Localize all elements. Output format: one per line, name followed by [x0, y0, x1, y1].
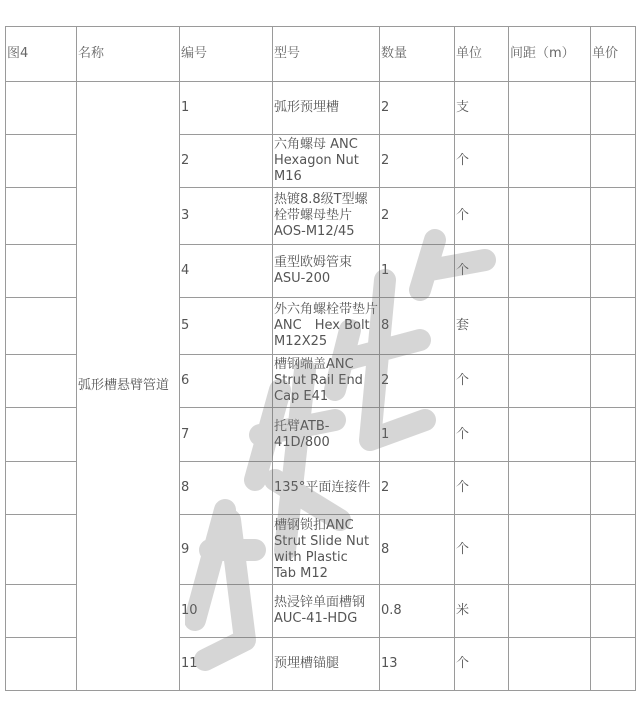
item-number-cell: 2: [180, 135, 273, 188]
group-name-cell: 弧形槽悬臂管道: [77, 82, 180, 691]
quantity-cell: 2: [380, 462, 455, 515]
model-cell: 托臂ATB-41D/800: [273, 408, 380, 462]
spacing-cell: [509, 515, 591, 585]
spacing-cell: [509, 585, 591, 638]
item-number-cell: 10: [180, 585, 273, 638]
spacing-cell: [509, 188, 591, 245]
model-cell: 弧形预埋槽: [273, 82, 380, 135]
spacing-cell: [509, 638, 591, 691]
header-cell: 型号: [273, 27, 380, 82]
figure-cell: [6, 298, 77, 355]
unit-price-cell: [591, 188, 636, 245]
spacing-cell: [509, 82, 591, 135]
unit-price-cell: [591, 82, 636, 135]
unit-price-cell: [591, 585, 636, 638]
spacing-cell: [509, 135, 591, 188]
unit-cell: 个: [455, 355, 509, 408]
item-number-cell: 8: [180, 462, 273, 515]
figure-cell: [6, 355, 77, 408]
parts-table-wrapper: [5, 26, 636, 691]
unit-price-cell: [591, 298, 636, 355]
unit-price-cell: [591, 515, 636, 585]
unit-price-cell: [591, 135, 636, 188]
item-number-cell: 9: [180, 515, 273, 585]
figure-cell: [6, 638, 77, 691]
unit-cell: 套: [455, 298, 509, 355]
model-cell: 热镀8.8级T型螺栓带螺母垫片AOS-M12/45: [273, 188, 380, 245]
unit-price-cell: [591, 462, 636, 515]
unit-cell: 个: [455, 408, 509, 462]
unit-cell: 米: [455, 585, 509, 638]
unit-price-cell: [591, 245, 636, 298]
unit-price-cell: [591, 408, 636, 462]
quantity-cell: 1: [380, 245, 455, 298]
item-number-cell: 3: [180, 188, 273, 245]
table-row: [6, 82, 636, 135]
unit-cell: 个: [455, 188, 509, 245]
figure-cell: [6, 135, 77, 188]
unit-cell: 个: [455, 245, 509, 298]
header-cell: 图4: [6, 27, 77, 82]
quantity-cell: 1: [380, 408, 455, 462]
unit-price-cell: [591, 355, 636, 408]
spacing-cell: [509, 298, 591, 355]
header-cell: 间距（m）: [509, 27, 591, 82]
quantity-cell: 2: [380, 355, 455, 408]
model-cell: 预埋槽锚腿: [273, 638, 380, 691]
parts-table: [5, 26, 636, 691]
model-cell: 135°平面连接件: [273, 462, 380, 515]
model-cell: 槽钢锁扣ANC Strut Slide Nut with Plastic Tab M12: [273, 515, 380, 585]
figure-cell: [6, 408, 77, 462]
parts-table-body: [6, 27, 636, 691]
model-cell: 热浸锌单面槽钢AUC-41-HDG: [273, 585, 380, 638]
unit-cell: 个: [455, 638, 509, 691]
figure-cell: [6, 82, 77, 135]
spacing-cell: [509, 245, 591, 298]
figure-cell: [6, 462, 77, 515]
quantity-cell: 2: [380, 188, 455, 245]
figure-cell: [6, 585, 77, 638]
header-row: [6, 27, 636, 82]
spacing-cell: [509, 408, 591, 462]
unit-cell: 支: [455, 82, 509, 135]
header-cell: 单位: [455, 27, 509, 82]
quantity-cell: 0.8: [380, 585, 455, 638]
item-number-cell: 1: [180, 82, 273, 135]
header-cell: 编号: [180, 27, 273, 82]
header-cell: 名称: [77, 27, 180, 82]
unit-cell: 个: [455, 135, 509, 188]
figure-cell: [6, 515, 77, 585]
unit-cell: 个: [455, 515, 509, 585]
model-cell: 槽钢端盖ANC Strut Rail End Cap E41: [273, 355, 380, 408]
item-number-cell: 11: [180, 638, 273, 691]
header-cell: 数量: [380, 27, 455, 82]
unit-price-cell: [591, 638, 636, 691]
model-cell: 重型欧姆管束ASU-200: [273, 245, 380, 298]
quantity-cell: 8: [380, 515, 455, 585]
model-cell: 六角螺母 ANC Hexagon Nut M16: [273, 135, 380, 188]
model-cell: 外六角螺栓带垫片ANC Hex Bolt M12X25: [273, 298, 380, 355]
quantity-cell: 13: [380, 638, 455, 691]
item-number-cell: 4: [180, 245, 273, 298]
quantity-cell: 2: [380, 135, 455, 188]
item-number-cell: 7: [180, 408, 273, 462]
quantity-cell: 8: [380, 298, 455, 355]
spacing-cell: [509, 355, 591, 408]
figure-cell: [6, 245, 77, 298]
quantity-cell: 2: [380, 82, 455, 135]
figure-cell: [6, 188, 77, 245]
spacing-cell: [509, 462, 591, 515]
item-number-cell: 5: [180, 298, 273, 355]
unit-cell: 个: [455, 462, 509, 515]
header-cell: 单价: [591, 27, 636, 82]
item-number-cell: 6: [180, 355, 273, 408]
